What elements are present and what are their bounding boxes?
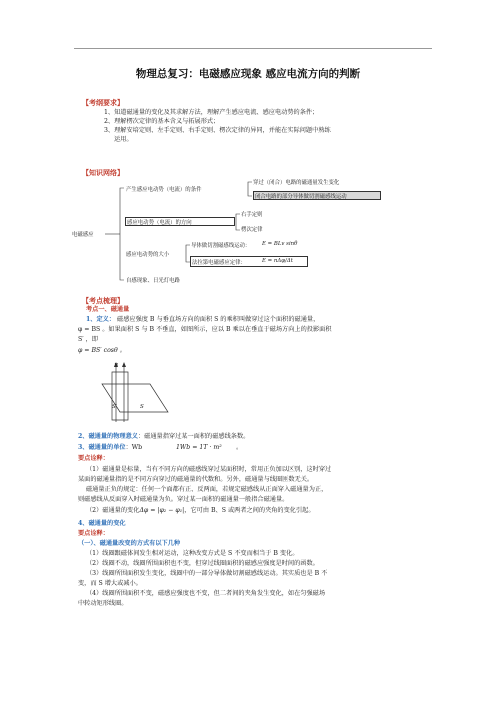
mindmap-formula: E = nΔφ/Δt — [262, 258, 293, 264]
requirement-line: 运用。 — [114, 136, 133, 143]
way-line: 中转动矩形线圈。 — [78, 600, 128, 607]
change-text: ，它可由 B、S 或两者之间的夹角的变化引起。 — [184, 507, 315, 514]
flux-meaning-label: 2、磁通量的物理意义 — [78, 433, 138, 440]
flux-unit-formula: 1Wb = 1T · m² — [176, 444, 222, 451]
way-line: （4）线圈所围面积不变，磁感应强度也不变，但二者间的夹角发生变化，如在匀强磁场 — [86, 590, 326, 597]
mindmap-formula: E = BLv sinθ — [262, 241, 298, 247]
figure-label-s-prime: S′ — [112, 404, 118, 410]
mindmap-leaf: 穿过（闭合）电路的磁通量发生变化 — [253, 180, 340, 186]
mindmap-leaf: 闭合电路的部分导体做切割磁感线运动 — [255, 194, 347, 200]
way-line: （3）线圈所围面积发生变化，线圈中的一部分导体做切割磁感线运动。其实质也是 B 不 — [86, 570, 328, 577]
section-heading-requirements: 【考纲要求】 — [82, 99, 124, 107]
key-explanation-heading: 要点诠释： — [78, 455, 109, 462]
mindmap-branch-selfinduction: 自感现象、日光灯电路 — [126, 278, 180, 284]
keypoint-title: 考点一、磁通量 — [86, 306, 130, 313]
definition-line — [86, 315, 319, 324]
explanation-line: （1）磁通量是标量，当有不同方向的磁感线穿过某面积时，常用正负加以区别，这时穿过 — [86, 466, 332, 473]
section-heading-keypoints: 【考点梳理】 — [82, 297, 124, 305]
explanation-line-change — [86, 506, 315, 515]
definition-line: S′ ，即 — [78, 336, 98, 343]
mindmap-leaf: 法拉第电磁感应定律： — [192, 260, 246, 266]
mindmap-branch-conditions: 产生感应电动势（电流）的条件 — [126, 187, 202, 193]
figure-label-s: S — [140, 404, 144, 410]
requirement-line: 1、知道磁通量的变化及其求解方法，理解产生感应电流、感应电动势的条件； — [104, 109, 319, 116]
way-line: 变，而 S 增大或减小。 — [78, 580, 142, 587]
way-line: （1）线圈跟磁体间发生相对运动，这种改变方式是 S 不变而相当于 B 变化。 — [86, 550, 299, 557]
way-line: （2）线圈不动，线圈所围面积也不变，但穿过线圈面积的磁感应强度是时间的函数。 — [86, 560, 319, 567]
change-label: （2）磁通量的变化 — [86, 507, 140, 514]
mindmap-branch-magnitude: 感应电动势的大小 — [126, 252, 170, 258]
explanation-line: 磁通量正负的规定：任何一个面都有正、反两面，若规定磁感线从正面穿入磁通量为正， — [86, 486, 328, 493]
page-title: 物理总复习：电磁感应现象 感应电流方向的判断 — [135, 68, 361, 80]
change-formula: Δφ = |φ₂ − φ₁| — [139, 507, 185, 514]
flux-unit-line — [78, 443, 142, 452]
mindmap-leaf: 导体做切割磁感线运动： — [191, 243, 251, 249]
explanation-line: 某面的磁通量指的是不同方向穿过的磁通量的代数和。另外，磁通量与线圈匝数无关。 — [78, 476, 314, 483]
figure-label-b: B — [114, 363, 119, 369]
mindmap-leaf: 楞次定律 — [241, 227, 263, 233]
flux-formula: φ = BS′ cosθ 。 — [78, 347, 126, 354]
mindmap-branch-direction: 感应电动势（电流）的方向 — [127, 220, 192, 226]
section-heading-network: 【知识网络】 — [82, 169, 124, 177]
flux-meaning-text: ：磁通量指穿过某一面积的磁感线条数。 — [138, 433, 250, 440]
explanation-line: 则磁感线从反面穿入时磁通量为负。穿过某一面积的磁通量一般指合磁通量。 — [78, 496, 289, 503]
flux-unit-label: 3、磁通量的单位 — [78, 444, 126, 451]
header-rule — [74, 48, 432, 49]
mindmap-root: 电磁感应 — [72, 232, 94, 238]
mindmap-leaf: 右手定则 — [241, 212, 263, 218]
flux-unit-text: ：Wb — [125, 444, 143, 451]
definition-label: 1、定义： — [86, 316, 116, 323]
definition-text: 磁感应强度 B 与垂直场方向的面积 S 的乘积叫做穿过这个面积的磁通量， — [117, 316, 320, 323]
subsection-title: （一）、磁通量改变的方式有以下几种 — [78, 540, 181, 547]
flux-unit-end: 。 — [236, 444, 243, 451]
flux-projection-figure — [92, 362, 178, 424]
key-explanation-heading: 要点诠释： — [78, 530, 109, 537]
requirement-line: 3、理解安培定则、左手定则、右手定则、楞次定律的异同，并能在实际问题中熟练 — [104, 127, 331, 134]
flux-meaning-line — [78, 432, 249, 441]
knowledge-mindmap — [72, 180, 452, 290]
definition-line: φ = BS 。如果面积 S 与 B 不垂直，如图所示，应以 B 乘以在垂直于磁场方向上的投影面积 — [78, 326, 332, 333]
requirement-line: 2、理解楞次定律的基本含义与拓展形式； — [104, 118, 220, 125]
keypoint-subtitle: 4、磁通量的变化 — [78, 520, 126, 527]
